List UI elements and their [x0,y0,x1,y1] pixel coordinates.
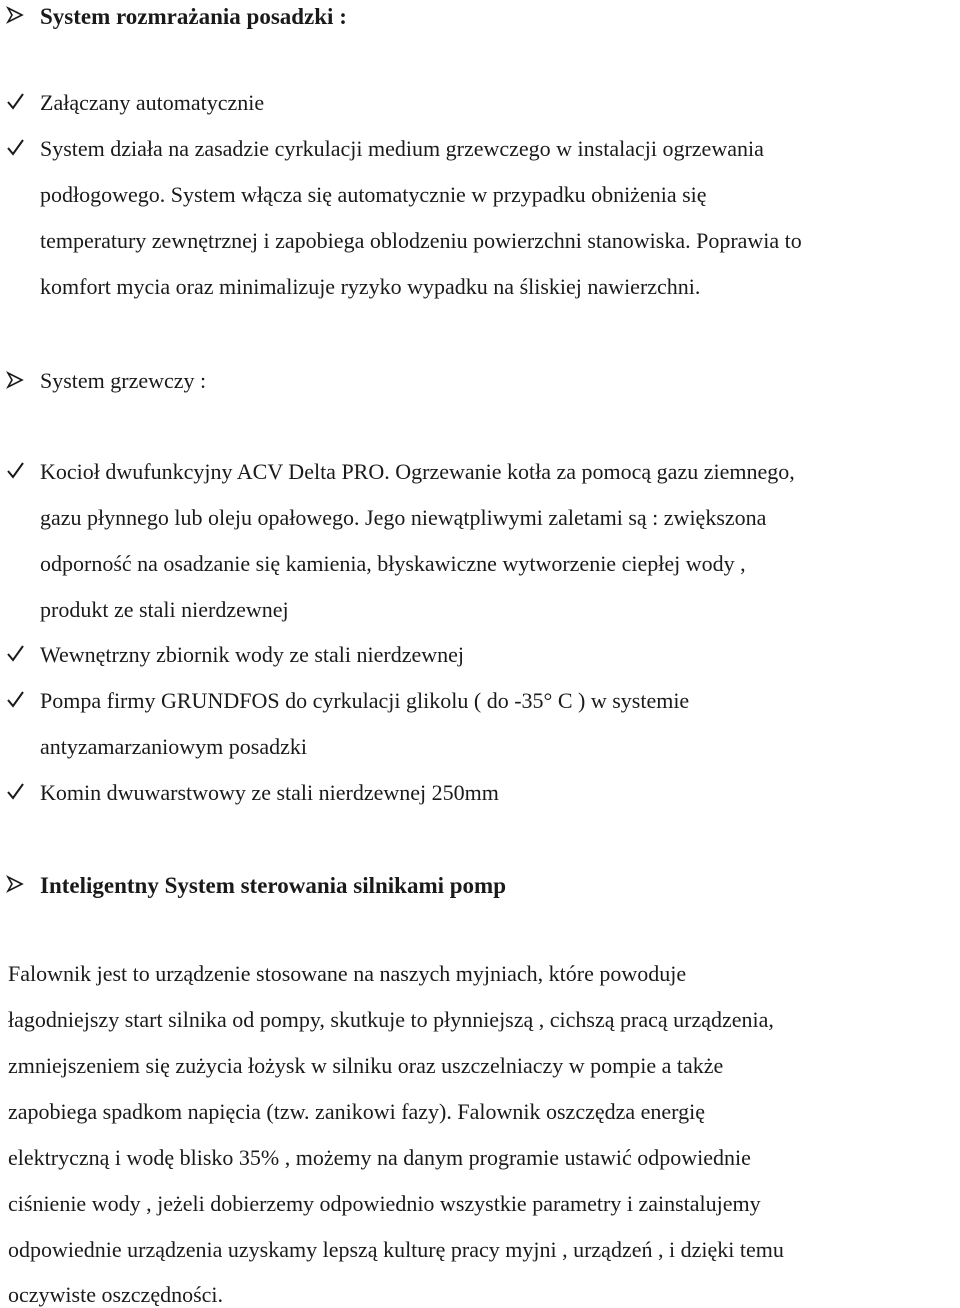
paragraph-line: zapobiega spadkom napięcia (tzw. zanikowi fazy). Falownik oszczędza energię [8,1099,705,1124]
list-item-text: podłogowego. System włącza się automatycznie w przypadku obniżenia się [40,182,707,207]
list-item-text: Pompa firmy GRUNDFOS do cyrkulacji glikolu ( do -35° C ) w systemie [40,688,690,713]
list-item-text: odporność na osadzanie się kamienia, błyskawiczne wytworzenie ciepłej wody , [40,551,746,576]
paragraph-line: oczywiste oszczędności. [8,1282,224,1307]
section-heading-defrost: System rozmrażania posadzki : [40,4,347,29]
list-item-text: Kocioł dwufunkcyjny ACV Delta PRO. Ogrzewanie kotła za pomocą gazu ziemnego, [40,459,795,484]
section-heading-pump-control: Inteligentny System sterowania silnikami pomp [40,873,507,898]
list-item-text: komfort mycia oraz minimalizuje ryzyko wypadku na śliskiej nawierzchni. [40,274,701,299]
paragraph-line: łagodniejszy start silnika od pompy, skutkuje to płynniejszą , cichszą pracą urządzenia, [8,1007,774,1032]
checkmark-bullet-icon [5,781,25,801]
list-item-text: produkt ze stali nierdzewnej [40,597,289,622]
paragraph-line: odpowiednie urządzenia uzyskamy lepszą kulturę pracy myjni , urządzeń , i dzięki temu [8,1237,784,1262]
list-item-text: Wewnętrzny zbiornik wody ze stali nierdzewnej [40,642,465,667]
arrowhead-bullet-icon [5,370,25,390]
list-item-text: antyzamarzaniowym posadzki [40,734,307,759]
checkmark-bullet-icon [5,689,25,709]
paragraph-line: elektryczną i wodę blisko 35% , możemy na danym programie ustawić odpowiednie [8,1145,751,1170]
section-heading-heating: System grzewczy : [40,368,207,393]
checkmark-bullet-icon [5,91,25,111]
list-item-text: System działa na zasadzie cyrkulacji medium grzewczego w instalacji ogrzewania [40,136,764,161]
arrowhead-bullet-icon [5,874,25,894]
list-item-text: Komin dwuwarstwowy ze stali nierdzewnej 250mm [40,780,499,805]
arrowhead-bullet-icon [5,5,25,25]
paragraph-line: ciśnienie wody , jeżeli dobierzemy odpowiednio wszystkie parametry i zainstalujemy [8,1191,761,1216]
paragraph-line: Falownik jest to urządzenie stosowane na naszych myjniach, które powoduje [8,961,687,986]
list-item-text: temperatury zewnętrznej i zapobiega oblodzeniu powierzchni stanowiska. Poprawia to [40,228,802,253]
checkmark-bullet-icon [5,643,25,663]
list-item-text: gazu płynnego lub oleju opałowego. Jego niewątpliwymi zaletami są : zwiększona [40,505,767,530]
checkmark-bullet-icon [5,460,25,480]
checkmark-bullet-icon [5,137,25,157]
list-item-text: Załączany automatycznie [40,90,265,115]
paragraph-line: zmniejszeniem się zużycia łożysk w silniku oraz uszczelniaczy w pompie a także [8,1053,724,1078]
